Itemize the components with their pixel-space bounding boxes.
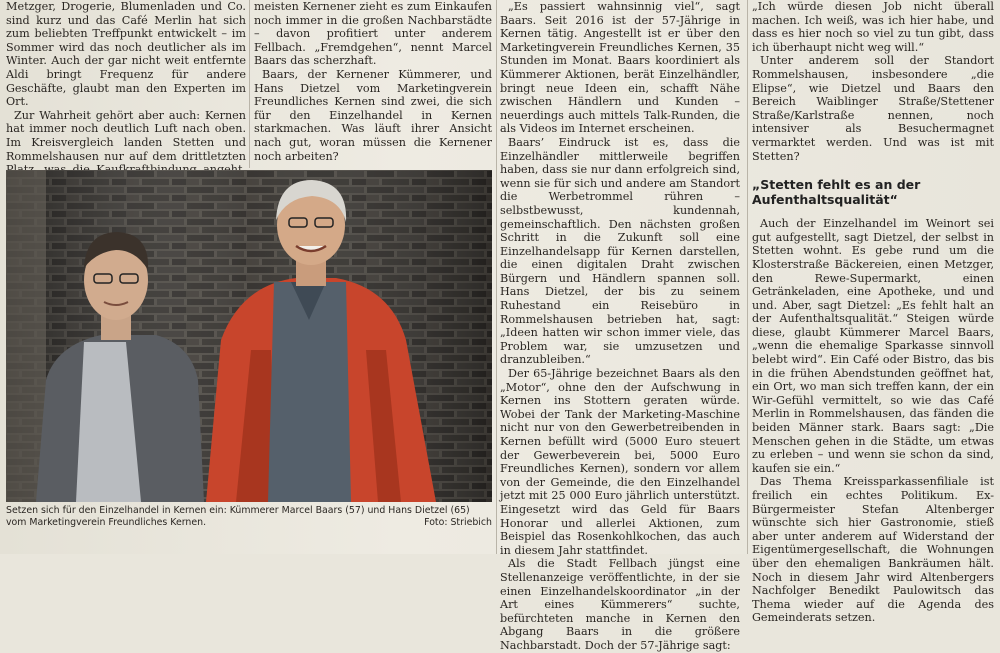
paragraph: Der 65-Jährige bezeichnet Baars als den „Motor“, ohne den der Aufschwung in Kernen ins Stottern geraten würde. Wobei der Tank der Marketing-Maschine nicht nur von den Gewerbetreibenden in Kernen befüllt wird (5000 Euro steuert der Gewerbeverein bei, 5000 Euro Freundliches Kernen), sondern vor allem von der Gemeinde, die den Einzelhandel jetzt mit 25 000 Euro jährlich unterstützt. Eingesetzt wird das Geld für Baars Honorar und allerlei Aktionen, zum Beispiel das Rosenkohlkochen, das auch in diesem Jahr stattfindet.: [500, 367, 740, 557]
subheadline: „Stetten fehlt es an der Aufenthaltsqualität“: [752, 177, 921, 208]
caption-text: Setzen sich für den Einzelhandel in Kernen ein: Kümmerer Marcel Baars (57) und Hans Dietzel (65) vom Marketingverein Freundliches Kernen.: [6, 505, 470, 528]
article-column-4: [752, 0, 994, 625]
paragraph: Als die Stadt Fellbach jüngst eine Stellenanzeige veröffentlichte, in der sie einen Einzelhandelskoordinator „in der Art eines Kümmerers“ suchte, befürchteten manche in Kernen den Abgang Baars in die größere Nachbarstadt. Doch der 57-Jährige sagt:: [500, 557, 740, 652]
article-column-3: [500, 0, 740, 653]
paragraph: „Ich würde diesen Job nicht überall machen. Ich weiß, was ich hier habe, und dass es hier noch so viel zu tun gibt, dass ich überhaupt nicht weg will.“: [752, 0, 994, 54]
column-rule: [747, 0, 748, 554]
paragraph: Unter anderem soll der Standort Rommelshausen, insbesondere „die Elipse“, wie Dietzel und Baars den Bereich Waiblinger Straße/Stettener Straße/Karlstraße nennen, noch intensiver als Besuchermagnet vermarktet werden. Und was ist mit Stetten?: [752, 54, 994, 163]
column-rule: [496, 0, 497, 554]
photo-two-men-brick-wall: [6, 170, 492, 502]
paragraph: Baars, der Kernener Kümmerer, und Hans Dietzel vom Marketingverein Freundliches Kernen sind zwei, die sich für den Einzelhandel in Kernen starkmachen. Was läuft ihrer Ansicht nach gut, woran müssen die Kernener noch arbeiten?: [254, 67, 492, 163]
photo-caption: [6, 505, 492, 529]
paragraph: Das Thema Kreissparkassenfiliale ist freilich ein echtes Politikum. Ex-Bürgermeister Stefan Altenberger wünschte sich hier Gastronomie, stieß aber unter anderem auf Widerstand der Eigentümergesellschaft, die Wohnungen über den ehemaligen Bankräumen hält. Noch in diesem Jahr wird Altenbergers Nachfolger Benedikt Paulowitsch das Thema wieder auf die Agenda des Gemeinderats setzen.: [752, 475, 994, 625]
article-column-1: [6, 0, 246, 190]
column-rule: [249, 0, 250, 168]
paragraph: meisten Kernener zieht es zum Einkaufen noch immer in die großen Nachbarstädte – davon profitiert unter anderem Fellbach. „Fremdgehen“, nennt Marcel Baars das scherzhaft.: [254, 0, 492, 68]
article-column-2: [254, 0, 492, 163]
paragraph: „Es passiert wahnsinnig viel“, sagt Baars. Seit 2016 ist der 57-Jährige in Kernen tätig. Angestellt ist er über den Marketingverein Freundliches Kernen, 35 Stunden im Monat. Baars koordiniert als Kümmerer Aktionen, berät Einzelhändler, bringt neue Ideen ein, schafft Nähe zwischen Händlern und Kunden – neuerdings auch mittels Talk-Runden, die als Videos im Internet erscheinen.: [500, 0, 740, 136]
paragraph: Metzger, Drogerie, Blumenladen und Co. sind kurz und das Café Merlin hat sich zum beliebten Treffpunkt entwickelt – im Sommer wird das noch deutlicher als im Winter. Auch der gar nicht weit entfernte Aldi bringt Frequenz für andere Geschäfte, glaubt man den Experten im Ort.: [6, 0, 246, 109]
article-photo: [6, 170, 492, 502]
photo-credit: Foto: Striebich: [424, 517, 492, 528]
paragraph: Baars’ Eindruck ist es, dass die Einzelhändler mittlerweile begriffen haben, dass sie nur dann erfolgreich sind, wenn sie für sich und andere am Standort die Werbetrommel rühren – selbstbewusst, kundennah, gemeinschaftlich. Den nächsten großen Schritt in die Zukunft soll eine Einzelhandelsapp für Kernen darstellen, die einen digitalen Draht zwischen Bürgern und Händlern spannen soll. Hans Dietzel, der bis zu seinem Ruhestand ein Reisebüro in Rommelshausen betrieben hat, sagt: „Ideen hatten wir schon immer viele, das Problem war, sie umzusetzen und dranzubleiben.“: [500, 135, 740, 367]
paragraph: Auch der Einzelhandel im Weinort sei gut aufgestellt, sagt Dietzel, der selbst in Stetten wohnt. Es gebe rund um die Klosterstraße Bäckereien, einen Metzger, den Rewe-Supermarkt, einen Getränkeladen, eine Apotheke, und und und. Aber, sagt Dietzel: „Es fehlt halt an der Aufenthaltsqualität.“ Steigen würde diese, glaubt Kümmerer Marcel Baars, „wenn die ehemalige Sparkasse sinnvoll belebt wird“. Ein Café oder Bistro, das bis in die frühen Abendstunden geöffnet hat, ein Ort, wo man sich treffen kann, der ein Wir-Gefühl vermittelt, so wie das Café Merlin in Rommelshausen, das fänden die beiden Männer stark. Baars sagt: „Die Menschen gehen in die Städte, um etwas zu erleben – und wenn sie schon da sind, kaufen sie ein.“: [752, 217, 994, 475]
paragraph: Zur Wahrheit gehört aber auch: Kernen hat immer noch deutlich Luft nach oben. Im Kreisvergleich landen Stetten und Rommelshausen nur auf dem drittletzten: [6, 108, 246, 163]
